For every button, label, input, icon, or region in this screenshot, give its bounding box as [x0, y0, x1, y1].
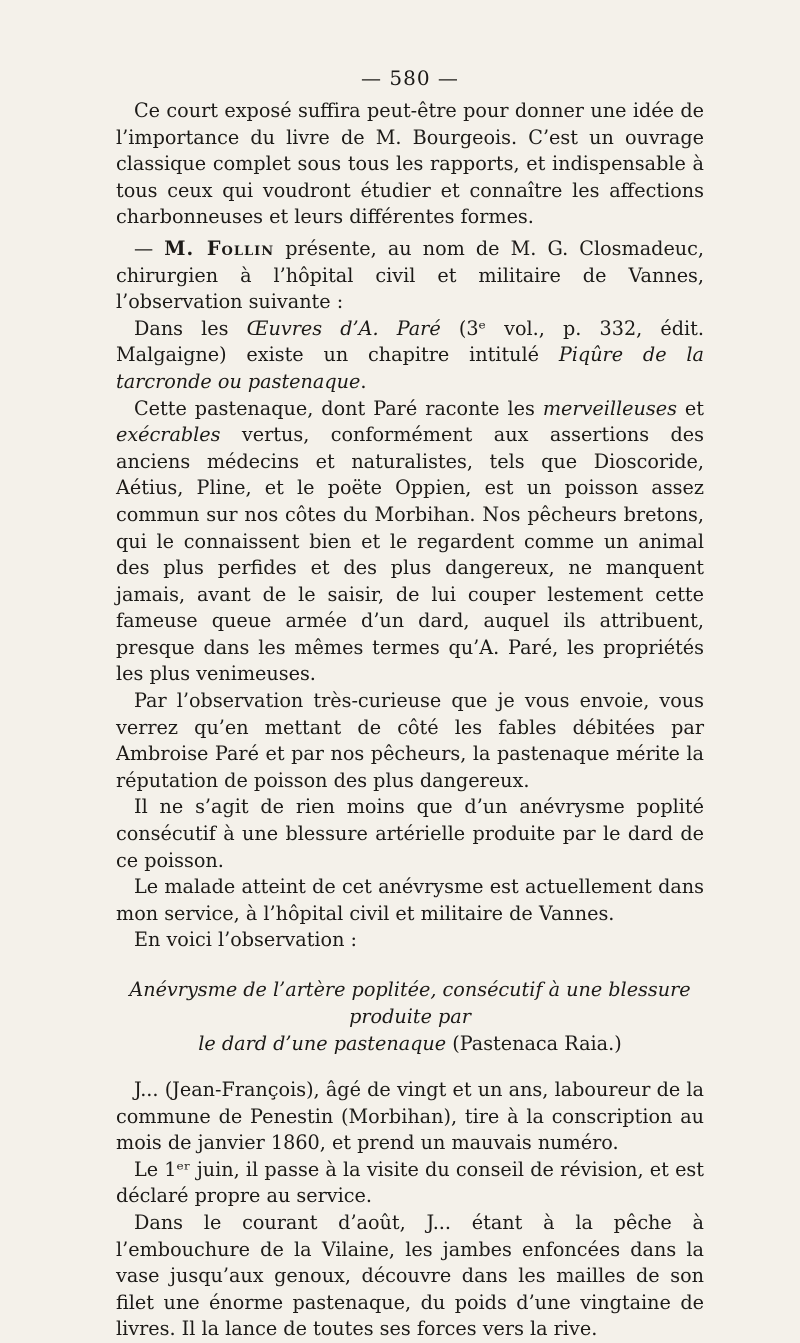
paragraph-aout: Dans le courant d’août, J... étant à la pêche à l’embouchure de la Vilaine, les jambes enfoncées dans la vase jusqu’aux genoux, découvre dans les mailles de son filet une énorme pastenaque, du poids d’une vingtaine de livres. Il la lance de toutes ses forces vers la rive.	[116, 1210, 704, 1341]
paragraph-follin	[116, 236, 704, 316]
text-run: vertus, conformément aux assertions des anciens médecins et naturalistes, tels que Dioscoride, Aétius, Pline, et le poëte Oppien, est un poisson assez commun sur nos côtes du Morbihan. Nos pêcheurs bretons, qui le connaissent bien et le regardent comme un animal des plus perfides et des plus dangereux, ne manquent jamais, avant de le saisir, de lui couper lestement cette fameuse queue armée d’un dard, auquel ils attribuent, presque dans les mêmes termes qu’A. Paré, les propriétés les plus venimeuses.	[116, 423, 704, 686]
paragraph-malade: Le malade atteint de cet anévrysme est actuellement dans mon service, à l’hôpital civil et militaire de Vannes.	[116, 875, 704, 925]
paragraph-juin: Le 1ᵉʳ juin, il passe à la visite du conseil de révision, et est déclaré propre au service.	[116, 1157, 704, 1208]
case-title-line1: Anévrysme de l’artère poplitée, consécutif à une blessure produite par	[129, 978, 691, 1028]
text-run: (3ᵉ vol., p. 332, édit. Malgaigne) existe un chapitre intitulé	[116, 316, 704, 367]
paragraph-observation: Par l’observation très-curieuse que je vous envoie, vous verrez qu’en mettant de côté les fables débitées par Ambroise Paré et par nos pêcheurs, la pastenaque mérite la réputation de poisson des plus dangereux.	[116, 689, 704, 792]
page-number: — 580 —	[361, 66, 459, 90]
paragraph-follin-text: présente, au nom de M. G. Closmadeuc, chirurgien à l’hôpital civil et militaire de Vannes, l’observation suivante :	[116, 236, 705, 314]
paragraph-anevrysme: Il ne s’agit de rien moins que d’un anévrysme poplité consécutif à une blessure artérielle produite par le dard de ce poisson.	[116, 795, 704, 872]
italic-book-title: Œuvres d’A. Paré	[246, 316, 441, 340]
paragraph-pastenaque	[116, 396, 704, 689]
paragraph-en-voici: En voici l’observation :	[134, 928, 358, 952]
case-title-line2-plain: (Pastenaca Raia.)	[446, 1032, 622, 1055]
italic-word: merveilleuses	[542, 396, 677, 420]
text-run: Dans les	[134, 316, 247, 340]
case-title	[116, 976, 704, 1057]
case-title-line2-italic: le dard d’une pastenaque	[198, 1032, 447, 1055]
italic-chapter-title: Piqûre de la tarcronde ou pastenaque	[116, 343, 704, 393]
italic-word: exécrables	[116, 423, 221, 447]
text-run: Cette pastenaque, dont Paré raconte les	[134, 396, 543, 420]
text-run: et	[676, 396, 704, 420]
author-name: M. Follin	[164, 236, 275, 260]
dash: —	[134, 236, 154, 260]
paragraph-patient: J... (Jean-François), âgé de vingt et un ans, laboureur de la commune de Penestin (Morbihan), tire à la conscription au mois de janvier 1860, et prend un mauvais numéro.	[116, 1078, 704, 1155]
text-run: .	[360, 369, 367, 393]
paragraph-pare	[116, 316, 704, 396]
paragraph-intro: Ce court exposé suffira peut-être pour donner une idée de l’importance du livre de M. Bourgeois. C’est un ouvrage classique complet sous tous les rapports, et indispensable à tous ceux qui voudront étudier et connaître les affections charbonneuses et leurs différentes formes.	[116, 99, 704, 229]
